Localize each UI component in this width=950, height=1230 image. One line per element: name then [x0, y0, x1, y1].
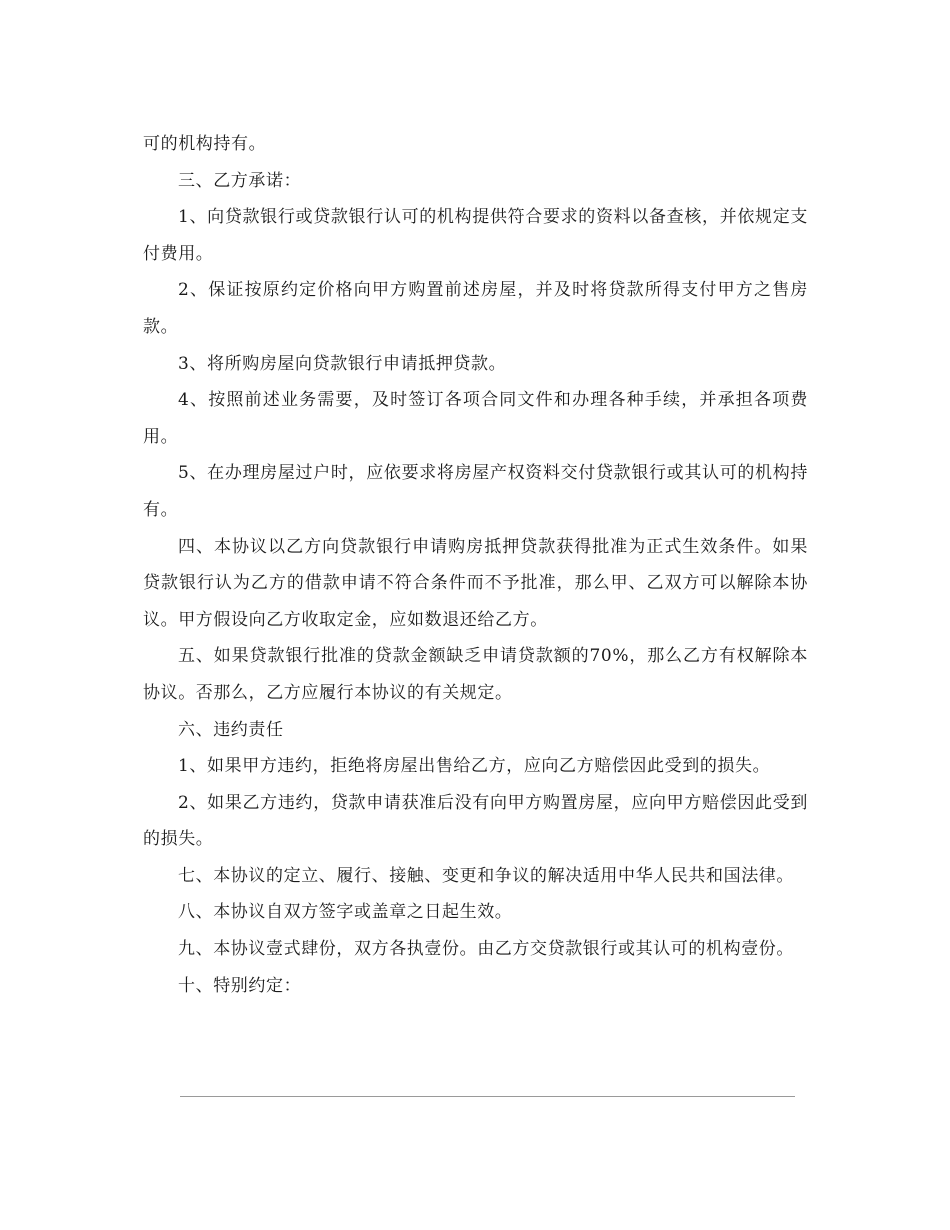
section-4-paragraph: 四、本协议以乙方向贷款银行申请购房抵押贷款获得批准为正式生效条件。如果贷款银行认为乙方的借款申请不符合条件而不予批准，那么甲、乙双方可以解除本协议。甲方假设向乙方收取定金，应如数退还给乙方。	[143, 536, 808, 630]
section-6-item-1: 1、如果甲方违约，拒绝将房屋出售给乙方，应向乙方赔偿因此受到的损失。	[178, 756, 771, 777]
section-7-paragraph: 七、本协议的定立、履行、接触、变更和争议的解决适用中华人民共和国法律。	[178, 865, 794, 886]
section-6-item-2: 2、如果乙方违约，贷款申请获准后没有向甲方购置房屋，应向甲方赔偿因此受到的损失。	[143, 792, 808, 850]
section-8-paragraph: 八、本协议自双方签字或盖章之日起生效。	[178, 902, 513, 923]
section-3-item-4: 4、按照前述业务需要，及时签订各项合同文件和办理各种手续，并承担各项费用。	[143, 390, 808, 447]
paragraph-continuation: 可的机构持有。	[143, 134, 267, 154]
section-3-item-1: 1、向贷款银行或贷款银行认可的机构提供符合要求的资料以备查核，并依规定支付费用。	[143, 207, 808, 264]
section-3-item-2: 2、保证按原约定价格向甲方购置前述房屋，并及时将贷款所得支付甲方之售房款。	[143, 280, 808, 337]
special-terms-blank-line	[180, 1096, 795, 1097]
section-3-item-5: 5、在办理房屋过户时，应依要求将房屋产权资料交付贷款银行或其认可的机构持有。	[143, 463, 808, 520]
document-body	[143, 126, 808, 1004]
section-6-heading: 六、违约责任	[178, 719, 284, 740]
section-3-heading: 三、乙方承诺：	[178, 170, 302, 191]
section-9-paragraph: 九、本协议壹式肆份，双方各执壹份。由乙方交贷款银行或其认可的机构壹份。	[178, 939, 794, 960]
section-5-paragraph: 五、如果贷款银行批准的贷款金额缺乏申请贷款额的70%，那么乙方有权解除本协议。否那么，乙方应履行本协议的有关规定。	[143, 646, 808, 703]
section-10-heading: 十、特别约定：	[178, 975, 302, 996]
section-3-item-3: 3、将所购房屋向贷款银行申请抵押贷款。	[178, 353, 507, 374]
